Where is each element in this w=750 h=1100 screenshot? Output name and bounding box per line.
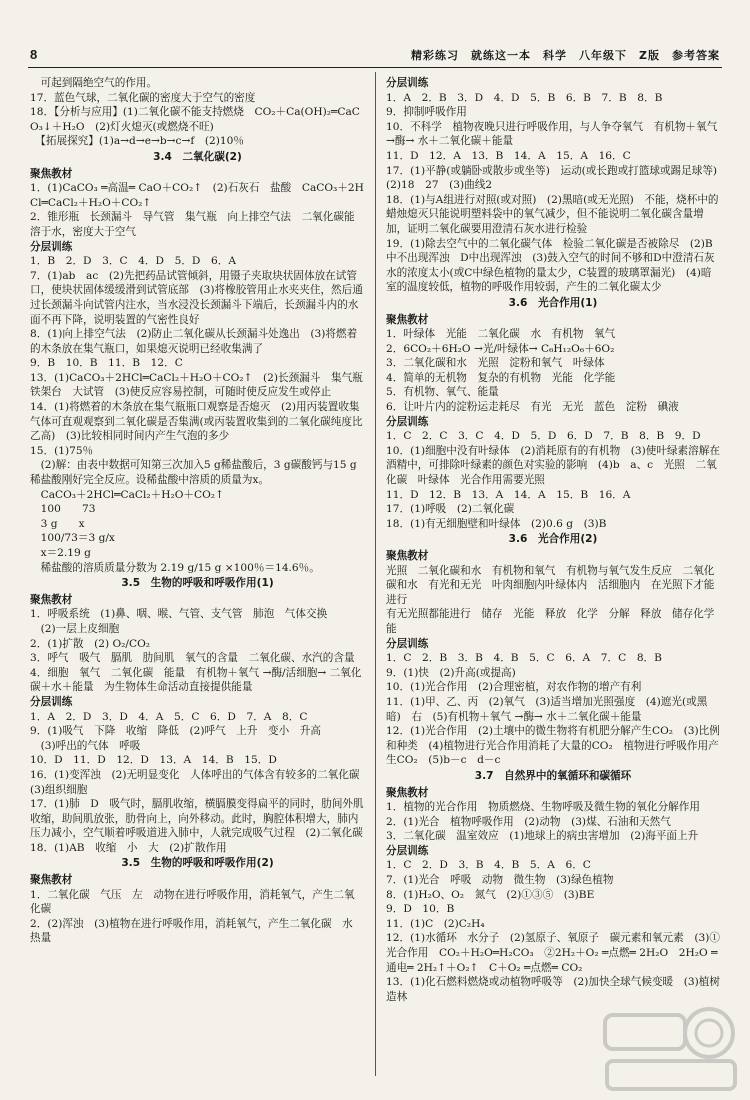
right-answer-column bbox=[386, 76, 728, 1080]
answer-line: 1．C 2．B 3．B 4．B 5．C 6．A 7．C 8．B bbox=[386, 652, 662, 665]
answer-line: 【拓展探究】(1)a→d→e→b→c→f (2)10％ bbox=[30, 135, 244, 148]
subsection-label: 聚焦教材 bbox=[386, 313, 429, 326]
answer-line: 9．(1)吸气 下降 收缩 降低 (2)呼气 上升 变小 升高 bbox=[30, 725, 322, 738]
subsection-label: 聚焦教材 bbox=[386, 550, 429, 562]
answer-line: 7．(1)光合 呼吸 动物 微生物 (3)绿色植物 bbox=[386, 874, 614, 887]
answer-line: (2)解：由表中数据可知第三次加入5 g稀盐酸后，3 g碳酸钙与15 g稀盐酸刚好完全反应。设稀盐酸中溶质的质量为x。 bbox=[30, 459, 357, 487]
answer-line: 100/73＝3 g/x bbox=[30, 532, 115, 545]
answer-line: 2．(2)浑浊 (3)植物在进行呼吸作用，消耗氧气，产生二氧化碳 水 热量 bbox=[30, 917, 364, 945]
answer-line: 8．(1)向上排空气法 (2)防止二氧化碳从长颈漏斗处逸出 (3)将燃着的木条放在集气瓶口，如果熄灭说明已经收集满了 bbox=[30, 328, 358, 355]
answer-line: 11．(1)C (2)C₂H₄ bbox=[386, 917, 485, 930]
answer-line: 1．A 2．D 3．D 4．A 5．C 6．D 7．A 8．C bbox=[30, 710, 308, 723]
answer-line: 3．二氧化碳 温室效应 (1)地球上的病虫害增加 (2)海平面上升 bbox=[386, 830, 699, 843]
answer-line: 12．(1)光合作用 (2)土壤中的微生物将有机肥分解产生CO₂ (3)比例和种类 (4)植物进行光合作用消耗了大量的CO₂ 植物进行呼吸作用产生CO₂ (5)b－c d－c bbox=[386, 725, 720, 767]
answer-line: 6．让叶片内的淀粉运走耗尽 有光 无光 蓝色 淀粉 碘液 bbox=[386, 401, 679, 414]
answer-line: 13．(1)化石燃料燃烧或动植物呼吸等 (2)加快全球气候变暖 (3)植树造林 bbox=[386, 976, 720, 1003]
answer-line: 16．(1)变浑浊 (2)无明显变化 人体呼出的气体含有较多的二氧化碳 (3)组织细胞 bbox=[30, 768, 371, 796]
answer-line: 18．(1)AB 收缩 小 大 (2)扩散作用 bbox=[30, 841, 227, 854]
answer-line: 可起到隔绝空气的作用。 bbox=[30, 77, 158, 89]
subsection-label: 聚焦教材 bbox=[30, 593, 73, 606]
answer-line: 12．(1)水循环 水分子 (2)氢原子、氧原子 碳元素和氧元素 (3)①光合作用 CO₂＋H₂O═H₂CO₃ ②2H₂＋O₂ ═点燃═ 2H₂O 2H₂O ═通电═ 2H₂↑＋O₂↑ C＋O₂ ═点燃═ CO₂ bbox=[386, 932, 720, 974]
answer-line: 2．锥形瓶 长颈漏斗 导气管 集气瓶 向上排空气法 二氧化碳能溶于水，密度大于空气 bbox=[30, 211, 355, 238]
answer-line: (2)一层上皮细胞 bbox=[30, 622, 120, 635]
answer-line: 4．简单的无机物 复杂的有机物 光能 化学能 bbox=[386, 371, 616, 384]
answer-line: 1．二氧化碳 气压 左 动物在进行呼吸作用，消耗氧气，产生二氧化碳 bbox=[30, 888, 355, 916]
answer-line: 3．二氧化碳和水 光照 淀粉和氧气 叶绿体 bbox=[386, 357, 605, 370]
subsection-label: 分层训练 bbox=[386, 415, 429, 428]
answer-line: 2．(1)光合 植物呼吸作用 (2)动物 (3)煤、石油和天然气 bbox=[386, 815, 671, 828]
answer-line: 10．不科学 植物夜晚只进行呼吸作用，与人争夺氧气 有机物＋氧气 →酶→ 水＋二氧化碳＋能量 bbox=[386, 120, 721, 148]
answer-line: 4．细胞 氧气 二氧化碳 能量 有机物＋氧气 →酶/活细胞→ 二氧化碳＋水＋能量 为生物体生命活动直接提供能量 bbox=[30, 666, 362, 694]
subsection-label: 聚焦教材 bbox=[30, 874, 73, 887]
answer-line: 1．(1)CaCO₃ ═高温═ CaO＋CO₂↑ (2)石灰石 盐酸 CaCO₃＋2HCl═CaCl₂＋H₂O＋CO₂↑ bbox=[30, 182, 364, 209]
section-heading: 3.5 生物的呼吸和呼吸作用(2) bbox=[121, 857, 274, 870]
page-number: 8 bbox=[30, 47, 38, 62]
answer-line: 11．(1)甲、乙、丙 (2)氧气 (3)适当增加光照强度 (4)遮光(或黑暗) 右 (5)有机物＋氧气 →酶→ 水＋二氧化碳＋能量 bbox=[386, 695, 708, 723]
answer-line: 9．B 10．B 11．B 12．C bbox=[30, 357, 183, 370]
answer-line: 13．(1)CaCO₃＋2HCl═CaCl₂＋H₂O＋CO₂↑ (2)长颈漏斗 集气瓶 铁架台 大试管 (3)使反应容易控制，可随时使反应发生或停止 bbox=[30, 371, 374, 399]
answer-line: 100 73 bbox=[30, 503, 96, 516]
answer-line: 1．B 2．D 3．C 4．D 5．D 6．A bbox=[30, 255, 236, 268]
answer-line: CaCO₃＋2HCl═CaCl₂＋H₂O＋CO₂↑ bbox=[30, 488, 224, 501]
answer-line: 18．(1)与A组进行对照(或对照) (2)黑暗(或无光照) 不能，烧杯中的蜡烛熄灭只能说明塑料袋中的氧气减少，但不能说明二氧化碳含量增加，证明二氧化碳要用澄清石灰水进行检验 bbox=[386, 193, 719, 235]
answer-line: 稀盐酸的溶质质量分数为 2.19 g/15 g ×100％＝14.6％。 bbox=[30, 561, 320, 574]
answer-line: 2．6CO₂＋6H₂O →光/叶绿体→ C₆H₁₂O₆＋6O₂ bbox=[386, 342, 615, 355]
answer-line: 1．C 2．D 3．B 4．B 5．A 6．C bbox=[386, 859, 591, 872]
subsection-label: 聚焦教材 bbox=[30, 167, 73, 180]
section-heading: 3.4 二氧化碳(2) bbox=[153, 150, 242, 163]
answer-line: 11．D 12．B 13．A 14．A 15．B 16．A bbox=[386, 488, 631, 501]
answer-line: 9．抑制呼吸作用 bbox=[386, 106, 467, 119]
answer-line: 有无光照都能进行 储存 光能 释放 化学 分解 释放 储存化学能 bbox=[386, 608, 715, 635]
answer-line: 7．(1)ab ac (2)先把药品试管倾斜，用镊子夹取块状固体放在试管口，使块状固体缓缓滑到试管底部 (3)将橡胶管用止水夹夹住，然后通过长颈漏斗向试管内注水，当水浸没长颈漏斗下端后，长颈漏斗内的水面不再下降，说明装置的气密性良好 bbox=[30, 269, 363, 326]
section-heading: 3.5 生物的呼吸和呼吸作用(1) bbox=[121, 577, 274, 590]
subsection-label: 分层训练 bbox=[386, 844, 429, 857]
column-divider bbox=[375, 72, 376, 1076]
left-answer-column bbox=[30, 76, 374, 1080]
answer-line: 19．(1)除去空气中的二氧化碳气体 检验二氧化碳是否被除尽 (2)B中不出现浑浊 D中出现浑浊 (3)鼓入空气的时间不够和D中澄清石灰水的浓度太小(或C中绿色植物的量太少，C装置的玻璃罩漏光) (4)暗室的温度较低，植物的呼吸作用较弱，产生的二氧化碳太少 bbox=[386, 237, 715, 294]
subsection-label: 分层训练 bbox=[386, 637, 429, 650]
answer-line: 17．(1)肺 D 吸气时，膈肌收缩，横膈膜变得扁平的同时，肋间外肌收缩，助间肌放张，肋骨向上，向外移动。此时，胸腔体积增大，肺内压力减小，空气顺着呼吸道进入肺中，人就完成吸气过程 (2)二氧化碳 bbox=[30, 798, 364, 840]
answer-line: 8．(1)H₂O、O₂ 氮气 (2)①③⑤ (3)BE bbox=[386, 888, 595, 901]
section-heading: 3.6 光合作用(2) bbox=[508, 533, 598, 546]
answer-line: 1．植物的光合作用 物质燃烧、生物呼吸及微生物的氧化分解作用 bbox=[386, 801, 700, 814]
answer-line: 18．(1)有无细胞壁和叶绿体 (2)0.6 g (3)B bbox=[386, 517, 607, 530]
answer-line: 14．(1)将燃着的木条放在集气瓶瓶口观察是否熄灭 (2)用丙装置收集气体可直观观察到二氧化碳是否集满(或丙装置收集到的二氧化碳纯度比乙高) (3)比较相同时间内产生气泡的多少 bbox=[30, 401, 363, 443]
section-heading: 3.7 自然界中的氧循环和碳循环 bbox=[474, 769, 632, 782]
answer-line: 1．C 2．C 3．C 4．D 5．D 6．D 7．B 8．B 9．D bbox=[386, 430, 701, 443]
answer-line: 5．有机物、氧气、能量 bbox=[386, 386, 499, 399]
answer-line: 17．(1)呼吸 (2)二氧化碳 bbox=[386, 503, 515, 516]
answer-line: 17．(1)平静(或躺卧或散步或坐等) 运动(或长跑或打篮球或踢足球等) (2)18 27 (3)曲线2 bbox=[386, 164, 728, 192]
answer-line: 2．(1)扩散 (2) O₂/CO₂ bbox=[30, 637, 151, 650]
answer-line: x＝2.19 g bbox=[30, 547, 91, 559]
header-rule bbox=[28, 67, 722, 68]
watermark-logo-icon bbox=[597, 1001, 742, 1096]
answer-line: 10．D 11．D 12．D 13．A 14．B 15．D bbox=[30, 754, 277, 767]
answer-line: 1．呼吸系统 (1)鼻、咽、喉、气管、支气管 肺泡 气体交换 bbox=[30, 608, 328, 621]
subsection-label: 分层训练 bbox=[30, 240, 73, 253]
answer-line: 17．蓝色气球，二氧化碳的密度大于空气的密度 bbox=[30, 91, 256, 104]
answer-line: 1．叶绿体 光能 二氧化碳 水 有机物 氧气 bbox=[386, 328, 616, 341]
subsection-label: 聚焦教材 bbox=[386, 786, 429, 799]
answer-line: 10．(1)细胞中没有叶绿体 (2)消耗原有的有机物 (3)使叶绿素溶解在酒精中，可排除叶绿素的颜色对实验的影响 (4)b a、c 光照 二氧化碳 叶绿体 光合作用需要光照 bbox=[386, 444, 720, 487]
answer-line: 3．呼气 吸气 膈肌 肋间肌 氧气的含量 二氧化碳、水汽的含量 bbox=[30, 652, 355, 665]
running-header: 精彩练习 就练这一本 科学 八年级下 Z版 参考答案 bbox=[411, 49, 720, 62]
answer-line: 10．(1)光合作用 (2)合理密植，对农作物的增产有利 bbox=[386, 681, 642, 694]
answer-line: 11．D 12．A 13．B 14．A 15．A 16．C bbox=[386, 149, 631, 162]
answer-line: 3 g x bbox=[30, 517, 85, 530]
answer-line: 9．(1)快 (2)升高(或提高) bbox=[386, 666, 516, 679]
subsection-label: 分层训练 bbox=[30, 695, 73, 708]
section-heading: 3.6 光合作用(1) bbox=[508, 296, 598, 309]
subsection-label: 分层训练 bbox=[386, 77, 429, 89]
answer-line: 1．A 2．B 3．D 4．D 5．B 6．B 7．B 8．B bbox=[386, 91, 663, 104]
answer-line: 15．(1)75％ bbox=[30, 444, 94, 457]
answer-line: 光照 二氧化碳和水 有机物和氧气 有机物与氧气发生反应 二氧化碳和水 有光和无光 叶肉细胞内叶绿体内 活细胞内 在光照下才能进行 bbox=[386, 564, 715, 606]
answer-line: 9．D 10．B bbox=[386, 903, 455, 916]
answer-line: 18．【分析与应用】(1)二氧化碳不能支持燃烧 CO₂＋Ca(OH)₂═CaCO₃↓＋H₂O (2)灯火熄灭(或燃烧不旺) bbox=[30, 106, 360, 133]
answer-line: (3)呼出的气体 呼吸 bbox=[30, 739, 141, 752]
